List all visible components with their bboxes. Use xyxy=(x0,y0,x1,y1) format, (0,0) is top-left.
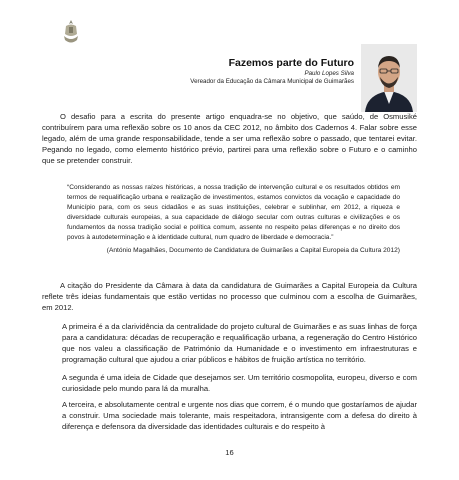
municipal-logo-icon xyxy=(60,18,82,46)
quote-text: “Considerando as nossas raízes históricas, a nossa tradição de intervenção cultural e os resultados obtidos em termos de requalificação urbana e realização de investimentos, estamos convictos da vocação e capacidade do Município para, com os seus cidadãos e as suas instituições, celebrar e sublinhar, em 2012, a riqueza e diversidade culturais europeias, a sua capacidade de diálogo secular com outras culturas e civilizações e os fundamentos da nossa tradição social e política comum, assente no respeito pelas diferenças e no direito dos povos à autodeterminação e à identidade cultural, num quadro de liberdade e democracia.” xyxy=(67,184,400,241)
paragraph-text: O desafio para a escrita do presente artigo enquadra-se no objetivo, que saúdo, de Osmusiké contribuírem para uma reflexão sobre os 10 anos da CEC 2012, no âmbito dos Cadernos 4. Falar sobre esse legado, além de uma grande responsabilidade, tende a ser uma reflexão sobre o passado, que tentarei evitar. Pegando no legado, como elemento histórico prévio, partirei para uma reflexão sobre o Futuro e o caminho que se pretender construir. xyxy=(42,112,417,166)
author-name: Paulo Lopes Silva xyxy=(304,70,354,77)
paragraph-text: A terceira, e absolutamente central e urgente nos dias que correm, é o mundo que gostaríamos de ajudar a construir. Uma sociedade mais tolerante, mais respeitadora, intransigente com a defesa do direito à diferença e defensora da diversidade das identidades culturais e do respeito à xyxy=(62,400,418,432)
page-number: 16 xyxy=(225,448,234,457)
quote-source: (António Magalhães, Documento de Candidatura de Guimarães a Capital Europeia da Cultura 2012) xyxy=(106,247,400,254)
paragraph-third-idea xyxy=(62,399,417,432)
article-header xyxy=(124,57,354,86)
article-title: Fazemos parte do Futuro xyxy=(228,57,354,69)
paragraph-text: A segunda é uma ideia de Cidade que desejamos ser. Um território cosmopolita, europeu, diverso e com curiosidade pelo mundo para lá da muralha. xyxy=(62,373,417,394)
paragraph-intro xyxy=(42,111,417,166)
author-role: Vereador da Educação da Câmara Municipal de Guimarães xyxy=(190,78,354,85)
paragraph-text: A citação do Presidente da Câmara à data da candidatura de Guimarães a Capital Europeia da Cultura reflete três ideias fundamentais que estão vertidas no processo que culminou com a escolha de Guimarães, em 2012. xyxy=(42,281,417,313)
paragraph-second-idea xyxy=(62,372,417,394)
paragraph-first-idea xyxy=(62,321,417,365)
blockquote xyxy=(67,183,400,256)
paragraph-citation xyxy=(42,280,417,313)
paragraph-text: A primeira é a da clarividência da centralidade do projeto cultural de Guimarães e as suas linhas de força para a candidatura: décadas de recuperação e requalificação urbana, a regeneração do Centro Histórico que nos valeu a classificação de Património da Humanidade e o investimento em infraestruturas e programação cultural que ajudou a criar públicos e hábitos de fruição artística no território. xyxy=(62,322,417,365)
author-photo xyxy=(361,44,417,112)
